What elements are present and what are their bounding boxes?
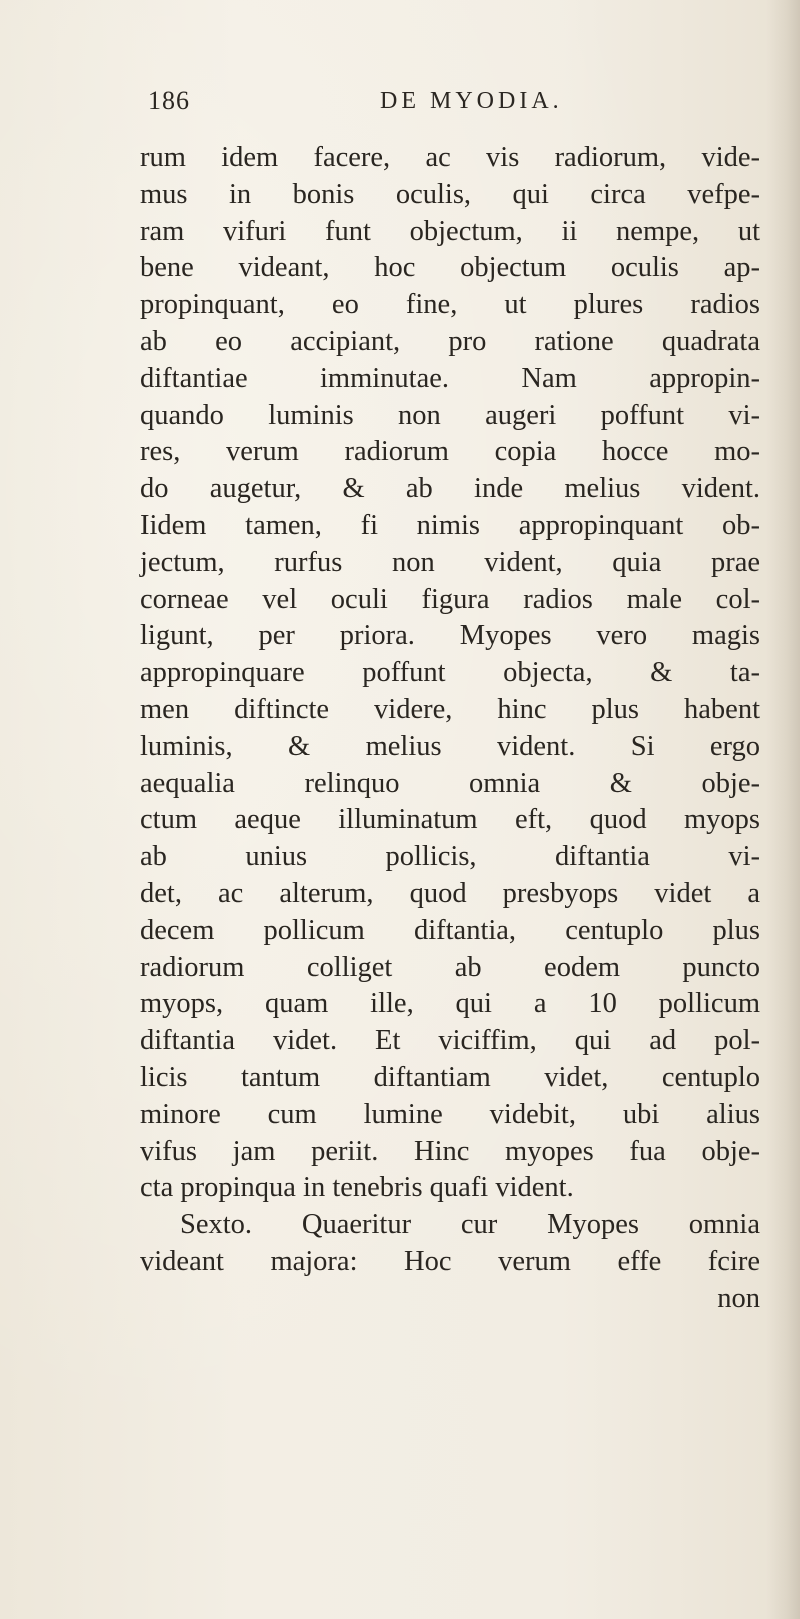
text-line: jectum, rurfus non vident, quia prae xyxy=(140,546,760,578)
text-line: vifus jam periit. Hinc myopes fua obje- xyxy=(140,1135,760,1167)
text-line: rum idem facere, ac vis radiorum, vide- xyxy=(140,142,760,173)
text-line: propinquant, eo fine, ut plures radios xyxy=(140,289,760,321)
text-line: ctum aeque illuminatum eft, quod myops xyxy=(140,804,760,836)
page-number: 186 xyxy=(148,86,190,115)
running-head: DE MYODIA. xyxy=(380,88,563,114)
text-line: bene videant, hoc objectum oculis ap- xyxy=(140,252,760,284)
text-line: appropinquare poffunt objecta, & ta- xyxy=(140,657,760,689)
text-line: diftantiae imminutae. Nam appropin- xyxy=(140,362,760,394)
text-line: corneae vel oculi figura radios male col- xyxy=(140,583,760,615)
text-line: radiorum colliget ab eodem puncto xyxy=(140,951,760,983)
body-text xyxy=(140,140,760,1318)
text-line: minore cum lumine videbit, ubi alius xyxy=(140,1098,760,1130)
text-line: quando luminis non augeri poffunt vi- xyxy=(140,399,760,431)
text-line: aequalia relinquo omnia & obje- xyxy=(140,767,760,799)
text-line: ab eo accipiant, pro ratione quadrata xyxy=(140,325,760,357)
page-header xyxy=(148,86,668,126)
text-line: videant majora: Hoc verum effe fcire xyxy=(140,1245,760,1277)
page-edge-shadow xyxy=(766,0,800,1619)
text-line: cta propinqua in tenebris quafi vident. xyxy=(140,1172,574,1204)
catchword: non xyxy=(717,1282,760,1314)
text-line: decem pollicum diftantia, centuplo plus xyxy=(140,914,760,946)
text-line: res, verum radiorum copia hocce mo- xyxy=(140,436,760,468)
text-line: Iidem tamen, fi nimis appropinquant ob- xyxy=(140,509,760,541)
text-line: Sexto. Quaeritur cur Myopes omnia xyxy=(180,1209,760,1241)
text-line: ram vifuri funt objectum, ii nempe, ut xyxy=(140,215,760,247)
text-line: mus in bonis oculis, qui circa vefpe- xyxy=(140,178,760,210)
text-line: men diftincte videre, hinc plus habent xyxy=(140,693,760,725)
text-line: do augetur, & ab inde melius vident. xyxy=(140,473,760,505)
text-line: ligunt, per priora. Myopes vero magis xyxy=(140,620,760,652)
text-line: myops, quam ille, qui a 10 pollicum xyxy=(140,988,760,1020)
text-line: ab unius pollicis, diftantia vi- xyxy=(140,841,760,873)
text-line: licis tantum diftantiam videt, centuplo xyxy=(140,1061,760,1093)
text-line: diftantia videt. Et viciffim, qui ad pol- xyxy=(140,1025,760,1057)
text-line: det, ac alterum, quod presbyops videt a xyxy=(140,877,760,909)
text-line: luminis, & melius vident. Si ergo xyxy=(140,730,760,762)
